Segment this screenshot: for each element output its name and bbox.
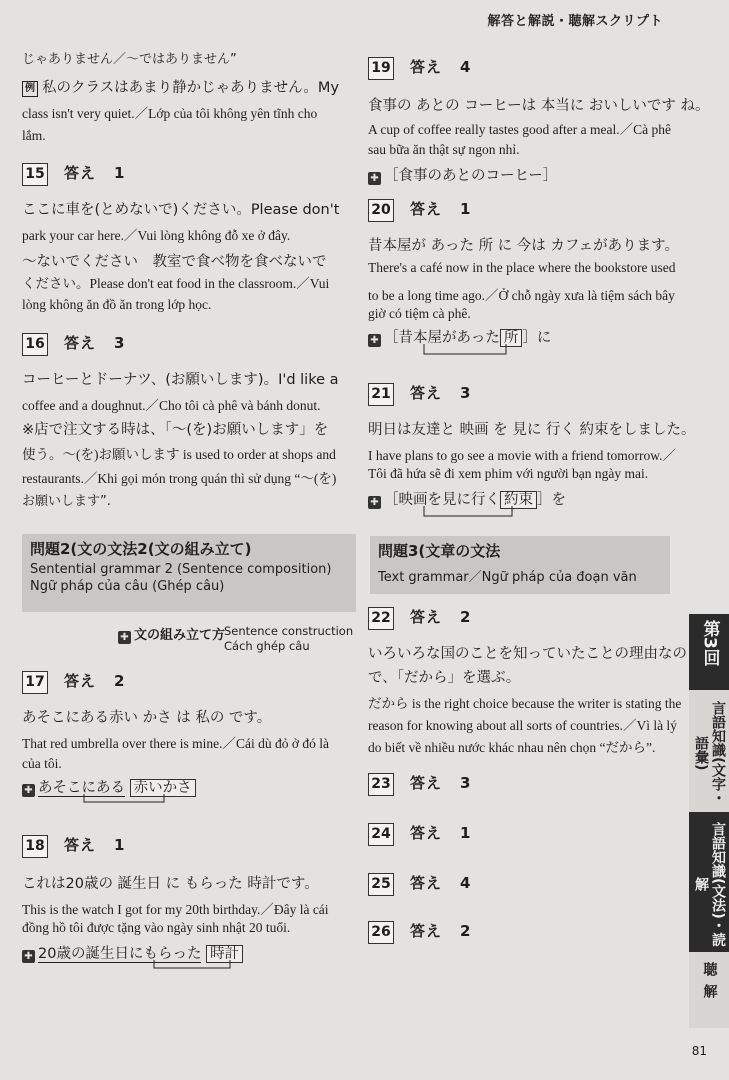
puzzle-icon: ✚ bbox=[368, 172, 381, 185]
question-number: 17 bbox=[22, 671, 48, 694]
question-15-heading bbox=[22, 162, 124, 186]
answer-value: 2 bbox=[460, 922, 471, 940]
puzzle-icon: ✚ bbox=[22, 784, 35, 797]
example-part: ］に bbox=[522, 330, 552, 346]
explanation-line: で、「だから」を選ぶ。 bbox=[368, 670, 521, 686]
answer-value: 3 bbox=[460, 774, 471, 792]
explanation-line: 昔本屋が あった 所 に 今は カフェがあります。 bbox=[368, 238, 680, 254]
explanation-line: to be a long time ago.／Ở chỗ ngày xưa là tiệm sách bây bbox=[368, 288, 675, 303]
explanation-line: This is the watch I got for my 20th birthday.／Đây là cái bbox=[22, 902, 329, 917]
explanation-line: đồng hồ tôi được tặng vào ngày sinh nhật 20 tuổi. bbox=[22, 920, 291, 935]
answer-value: 1 bbox=[114, 836, 125, 854]
explanation-line: giờ có tiệm cà phê. bbox=[368, 306, 471, 321]
answer-label: 答え bbox=[410, 58, 443, 76]
side-tab-label: 聴解 bbox=[701, 962, 718, 1006]
puzzle-icon: ✚ bbox=[368, 496, 381, 509]
section-title: 問題2(文の文法2(文の組み立て) bbox=[30, 540, 252, 558]
explanation-line: 食事の あとの コーヒーは 本当に おいしいです ね。 bbox=[368, 98, 710, 114]
side-tab-round[interactable] bbox=[689, 614, 729, 690]
explanation-line: của tôi. bbox=[22, 756, 62, 771]
question-number: 18 bbox=[22, 835, 48, 858]
explanation-line: That red umbrella over there is mine.／Cái dù đỏ ở đó là bbox=[22, 736, 330, 751]
translation-line: class isn't very quiet.／Lớp của tôi không yên tĩnh cho bbox=[22, 106, 318, 121]
answer-value: 2 bbox=[460, 608, 471, 626]
answer-value: 1 bbox=[460, 824, 471, 842]
question-number: 19 bbox=[368, 57, 394, 80]
section-subtitle-vi: Ngữ pháp của câu (Ghép câu) bbox=[30, 579, 225, 594]
question-16-heading bbox=[22, 332, 124, 356]
answer-label: 答え bbox=[410, 824, 443, 842]
example-part: ［昔本屋があった bbox=[384, 330, 500, 346]
explanation-line: コーヒーとドーナツ、(お願いします)。I'd like a bbox=[22, 372, 339, 388]
answer-label: 答え bbox=[64, 334, 97, 352]
running-header: 解答と解説・聴解スクリプト bbox=[487, 14, 663, 29]
answer-label: 答え bbox=[410, 774, 443, 792]
explanation-line: I have plans to go see a movie with a friend tomorrow.／ bbox=[368, 448, 677, 463]
answer-value: 3 bbox=[460, 384, 471, 402]
answer-value: 4 bbox=[460, 874, 471, 892]
side-tab-label: 第3回 bbox=[699, 620, 720, 666]
explanation-line: あそこにある赤い かさ は 私の です。 bbox=[22, 710, 272, 726]
question-number: 25 bbox=[368, 873, 394, 896]
answer-label: 答え bbox=[410, 200, 443, 218]
question-17-heading bbox=[22, 670, 124, 694]
question-number: 22 bbox=[368, 607, 394, 630]
example-part: ［映画を見に行く bbox=[384, 492, 500, 508]
explanation-line: これは20歳の 誕生日 に もらった 時計です。 bbox=[22, 876, 319, 892]
question-26-heading bbox=[368, 920, 470, 944]
explanation-line: coffee and a doughnut.／Cho tôi cà phê và bánh donut. bbox=[22, 398, 321, 413]
explanation-line: 使う。～(を)お願いします is used to order at shops and bbox=[22, 447, 336, 462]
example-text: ［食事のあとのコーヒー］ bbox=[384, 168, 558, 184]
section-subtitle: Text grammar／Ngữ pháp của đoạn văn bbox=[378, 570, 637, 585]
construction-en: Sentence construction bbox=[224, 624, 354, 638]
question-number: 20 bbox=[368, 199, 394, 222]
question-23-heading bbox=[368, 772, 470, 796]
puzzle-icon: ✚ bbox=[118, 631, 131, 644]
connector-line bbox=[420, 504, 540, 522]
explanation-line: Tôi đã hứa sẽ đi xem phim với người bạn ngày mai. bbox=[368, 466, 649, 481]
question-number: 26 bbox=[368, 921, 394, 944]
question-number: 21 bbox=[368, 383, 394, 406]
answer-label: 答え bbox=[410, 922, 443, 940]
answer-value: 1 bbox=[114, 164, 125, 182]
example-boxed: 赤いかさ bbox=[130, 779, 196, 797]
answer-label: 答え bbox=[410, 874, 443, 892]
side-tab-vocabulary[interactable] bbox=[689, 690, 729, 812]
explanation-line: reason for knowing about all sorts of countries.／Vì là lý bbox=[368, 718, 677, 733]
example-icon: 例 bbox=[22, 81, 38, 97]
explanation-line: lòng không ăn đồ ăn trong lớp học. bbox=[22, 297, 212, 312]
question-number: 23 bbox=[368, 773, 394, 796]
example-text: 私のクラスはあまり静かじゃありません。My bbox=[42, 80, 340, 96]
side-tab-grammar-reading[interactable] bbox=[689, 812, 729, 952]
example-part: ］を bbox=[537, 492, 566, 508]
question-24-heading bbox=[368, 822, 470, 846]
connector-line bbox=[420, 342, 540, 360]
explanation-line: park your car here.／Vui lòng không đỗ xe ở đây. bbox=[22, 228, 291, 243]
section-subtitle-en: Sentential grammar 2 (Sentence composition) bbox=[30, 562, 332, 577]
question-number: 15 bbox=[22, 163, 48, 186]
section-2-banner bbox=[22, 534, 356, 612]
connector-line bbox=[150, 958, 270, 974]
explanation-line: だから is the right choice because the writer is stating the bbox=[368, 696, 682, 711]
pattern-text: じゃありません／～ではありません” bbox=[22, 52, 237, 67]
question-20-heading bbox=[368, 198, 470, 222]
answer-value: 2 bbox=[114, 672, 125, 690]
explanation-line: A cup of coffee really tastes good after a meal.／Cà phê bbox=[368, 122, 672, 137]
answer-value: 3 bbox=[114, 334, 125, 352]
answer-label: 答え bbox=[410, 384, 443, 402]
translation-line: lắm. bbox=[22, 128, 46, 143]
section-title: 問題3(文章の文法 bbox=[378, 542, 501, 560]
question-19-heading bbox=[368, 56, 470, 80]
answer-value: 4 bbox=[460, 58, 471, 76]
example-part: あそこにある bbox=[38, 780, 125, 796]
explanation-line: sau bữa ăn thật sự ngon nhỉ. bbox=[368, 142, 520, 157]
side-tab-listening[interactable] bbox=[689, 952, 729, 1028]
explanation-line: ここに車を(とめないで)ください。Please don't bbox=[22, 202, 340, 218]
question-25-heading bbox=[368, 872, 470, 896]
question-18-heading bbox=[22, 834, 124, 858]
side-tab-label: 言語知識(文字・語彙) bbox=[693, 700, 726, 806]
page-number: 81 bbox=[691, 1044, 707, 1058]
construction-note bbox=[118, 624, 225, 644]
answer-label: 答え bbox=[64, 836, 97, 854]
answer-value: 1 bbox=[460, 200, 471, 218]
explanation-line: ください。Please don't eat food in the classroom.／Vui bbox=[22, 276, 330, 291]
example-boxed: 所 bbox=[500, 329, 523, 347]
section-3-banner bbox=[370, 536, 670, 594]
answer-label: 答え bbox=[410, 608, 443, 626]
explanation-line: 明日は友達と 映画 を 見に 行く 約束をしました。 bbox=[368, 422, 696, 438]
question-number: 24 bbox=[368, 823, 394, 846]
answer-label: 答え bbox=[64, 672, 97, 690]
example-boxed: 時計 bbox=[206, 945, 243, 963]
construction-example bbox=[368, 164, 557, 185]
explanation-line: お願いします”. bbox=[22, 494, 111, 509]
explanation-line: いろいろな国のことを知っていたことの理由なの bbox=[368, 646, 687, 662]
explanation-line: ※店で注文する時は、「～(を)お願いします」を bbox=[22, 422, 329, 438]
connector-line bbox=[80, 792, 180, 808]
explanation-line: restaurants.／Khi gọi món trong quán thì sử dụng “～(を) bbox=[22, 471, 337, 486]
explanation-line: There's a café now in the place where the bookstore used bbox=[368, 260, 676, 275]
side-tab-label: 言語知識(文法)・読解 bbox=[693, 821, 726, 947]
question-number: 16 bbox=[22, 333, 48, 356]
construction-jp: 文の組み立て方 bbox=[134, 628, 226, 643]
example-line bbox=[22, 76, 339, 97]
answer-label: 答え bbox=[64, 164, 97, 182]
explanation-line: do biết về nhiều nước khác nhau nên chọn “だから”. bbox=[368, 740, 656, 755]
construction-vi: Cách ghép câu bbox=[224, 639, 310, 653]
explanation-line: ～ないでください 教室で食べ物を食べないで bbox=[22, 254, 327, 270]
puzzle-icon: ✚ bbox=[22, 950, 35, 963]
question-22-heading bbox=[368, 606, 470, 630]
example-part: 20歳の誕生日にもらった bbox=[38, 946, 202, 962]
question-21-heading bbox=[368, 382, 470, 406]
example-boxed: 約束 bbox=[500, 491, 537, 509]
puzzle-icon: ✚ bbox=[368, 334, 381, 347]
